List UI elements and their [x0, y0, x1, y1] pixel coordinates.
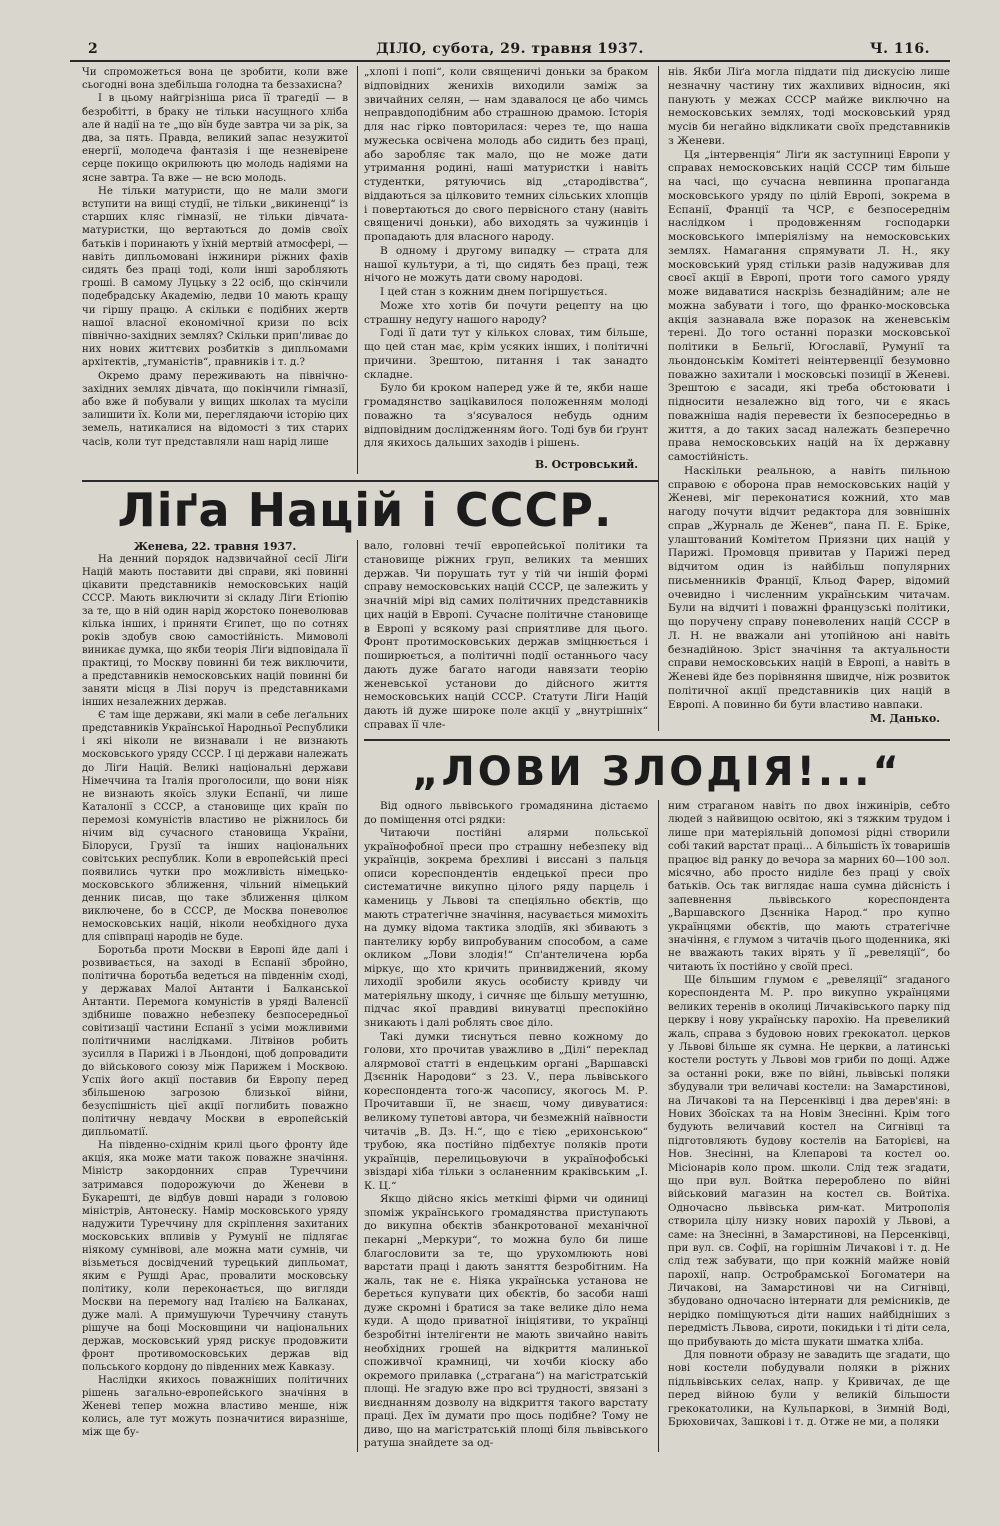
paragraph: І цей стан з кожним днем погіршується.	[380, 286, 608, 298]
liga-column-2	[364, 540, 648, 732]
liga-dateline: Женева, 22. травня 1937.	[133, 540, 297, 553]
thief-column-2	[668, 800, 950, 1452]
paragraph: „хлопі і попі“, коли священичі доньки за браком відповідних женихів виходили заміж за звичайних селян, — нам здавалося це або чимсь неправдоподібним або страшною драмою. Історія для нас гірко повторилася: через те, що наша мужеська освічена молодь або сидить без праці, або заробляє так мало, що не може дати утримання родині, наші матуристки і навіть студентки, рятуючись від „стародівства“, віддаються за цілковито темних сільських хлопців і повертаються до свого первісного стану (навіть священичі доньки), або виходять за чужинців і пропадають для власного народу.	[364, 66, 648, 243]
paragraph: Є там іще держави, які мали в себе леґальних представників Української Народньої Республики і які ніколи не визнавали і не визнають московського уряду СССР. І ці держави належать до Ліґи Націй. Великі національні держави Німеччина та Італія проголосили, що вони ніяк не визнають якоїсь злуки Еспанії, чи лише Каталонії з СССР, а становище цих країн по перемозі комуністів властиво не ріжнилось би нічим від сучасного становища України, Білоруси, Грузії та інших національних совітських республик. Коли в европейській пресі появились чутки про можливість німецько-московського зближення, чільний німецький денник писав, що таке зближення цілком виключене, бо в СССР, де Москва поневолює немосковських націй, ніколи необхідного духа для співпраці народів не буде.	[82, 710, 348, 943]
paragraph: вало, головні течії европейської політики та становище ріжних груп, великих та менших держав. Чи порушать тут у тій чи іншій формі справу немосковських націй СССР, це залежить у значній мірі від самих політичних представників цих націй в Европі. Сучасне політичне становище в Европі у всякому разі сприятливе для цього. Фронт протимосковських держав зміцнюється і поширюється, а політичні події останнього часу дають дуже багато нагоди навязати теорію женевської установи до дійсного життя немосковських націй СССР. Статути Ліґи Націй дають ій дуже широке поле акції у „внутрішніх“ справах її чле-	[364, 540, 648, 731]
paragraph: Якщо дійсно якісь меткіші фірми чи одиниці зпоміж українського громадянства приступають до викупна обєктів збанкротованої механічної пекарні „Меркури“, то можна було би лише благословити за те, що урухомлюють нові варстати праці і дають заняття безробітним. На жаль, так не є. Ніяка українська установа не береться купувати цих обєктів, бо засоби наші дуже скромні і братися за таке велике діло нема куди. А щодо приватної ініціятиви, то українці безробітні інтелігенти не мають звичайно навіть необхідних грошей на відкриття малинької споживчої крамниці, чи хочби кіоску або окремого прилавка („страгана“) на магістратській площі. Не згадую вже про всі трудності, звязані з виєднанням дозволу на відкриття такого варстату праці. Дех їм думати про щось подібне? Тому не диво, що на магістратській площі біля львівського ратуша знайдете за од-	[364, 1193, 648, 1450]
top-article-column-2-wrap	[364, 66, 648, 476]
liga-column-3-wrap	[668, 66, 950, 734]
liga-column-3	[668, 66, 950, 712]
paragraph: Такі думки тиснуться певно кожному до голови, хто прочитав уважливо в „Ділі“ переклад алярмової статті в ендецьким органі „Варшавскі Дзєннік Народови“ з 23. V., пера львівського кореспондента того-ж часопису, якогось М. Р. Прочитавши її, не знаєш, чому дивуватися: великому тупетові автора, чи безмежній наївности читачів „В. Дз. Н.“, що є тією „ерихонською“ трубою, яка постійно підбехтує поляків проти українців, перелицьовуючи в українофобські звіздарі хіба тільки з осланенним краківським „І. К. Ц.“	[364, 1030, 648, 1192]
paragraph: Ця „інтервенція“ Ліґи як заступниці Европи у справах немосковських націй СССР тим більше на часі, що сучасна невпинна пропаганда московського уряду по цілій Европі, зокрема в Еспанії, Франції та ЧСР, є безпосереднім наслідком і продовженням господарки московського імперіялізму на немосковських землях. Намагання спрямувати Л. Н., яку московський уряд стільки разів надуживав для своєї акції в Европі, проти того самого уряду може видаватися наскрізь безнадійним; але не можна забувати і того, що франко-московська акція зазнавала вже поразок на женевськім терені. До того останні поразки московської політики в Бельгії, Югославії, Румунії та льондонськім Комітеті неінтервенції безумовно поважно захитали і московські позиції в Женеві. Зрештою є засади, які треба обстоювати і підносити незалежно від того, чи є якась поважніша надія перевести їх безпосередньо в життя, а до таких засад належать безперечно права немосковських націй на їх державну самостійність.	[668, 148, 950, 463]
paragraph: нів. Якби Ліґа могла піддати під дискусію лише незначну частину тих жахливих відносин, які панують у межах СССР майже виключно на немосковських землях, тоді московський уряд мусів би негайно відкликати своїх представників з Женеви.	[668, 66, 950, 147]
top-article-column-2	[364, 66, 648, 458]
page-header	[70, 40, 950, 62]
paragraph: Для повноти образу не завадить ще згадати, що нові костели побудували поляки в ріжних підльвівських селах, напр. у Кривичах, де ще перед війною були у великій більшости грекокатолики, на Кульпаркові, в Зимній Воді, Брюховичах, Зашкові і т. д. Отже не ми, а поляки	[668, 1349, 950, 1428]
paragraph: Боротьба проти Москви в Европі йде далі і розвивається, на заході в Еспанії збройно, політична боротьба ведеться на південнім сході, у державах Малої Антанти і Балканської Антанти. Перемога комуністів в уряді Валенсії здібнише поважно небезпеку безпосередньої совітизації частини Еспанії з усіми можливими політичними наслідками. Літвінов робить зусилля в Парижі і в Льондоні, щоб допровадити до військового союзу між Парижем і Москвою. Успіх його акції поставив би Европу перед збільшеною загрозою близької війни, безуспішність цієї акції поглибить поважно політичну невдачу Москви в европейській дипльоматії.	[82, 944, 348, 1139]
paragraph: Від одного львівського громадянина дістаємо до поміщення отсі рядки:	[364, 800, 648, 826]
thief-column-1	[364, 800, 648, 1452]
masthead-date: ДІЛО, субота, 29. травня 1937.	[376, 41, 644, 57]
article-separator	[82, 480, 658, 482]
paragraph: Наскільки реальною, а навіть пильною справою є оборона прав немосковських націй у Женеві, міг переконатися кожний, хто мав нагоду почути відчит редактора для зовнішніх справ „Журналь де Женев“, пана П. Е. Бріке, улаштований Комітетом Приязни цих націй у Парижі. Промовця привитав у Парижі перед відчитом один із найбільш популярних письменників Франції, Кльод Фарер, відомий очевидно і численним українським читачам. Були на відчиті і поважні французські політики, що поручену справу поневолених націй СССР в Л. Н. не вважали ані утопійною ані навіть безнадійною. Зріст значіння та актуальности справи немосковських націй в Европі, а навіть в Женеві йде без порівняння швидче, ніж розвиток політичної акції представників цих націй в Европі. А повинно би бути властиво навпаки.	[668, 464, 950, 711]
paragraph: Ще більшим глумом є „ревеляції“ згаданого кореспондента М. Р. про викупно українцями великих теренів в околиці Личаківського парку під церкву і нову українську парохію. На превеликий жаль, справа з будовою нових грекокатол. церков у Львові більше як сумна. Не церкви, а латинські костели ростуть у Львові мов гриби по дощі. Адже за останні роки, вже по війні, львівські поляки збудували три величаві костели: на Замарстинові, на Личакові та на Персенківці і два дерев'яні: в Нових Збоїсках та на Новім Знесінні. Крім того будують величавий костел на Сигнівці та підготовляють будову костелів на Баторієві, на Нов. Знесінні, на Клепарові та костел оо. Місіонарів коло пром. школи. Слід теж згадати, що при вул. Войтка перероблено по війні військовий магазин на костел св. Войтіха. Одночасно львівська рим-кат. Митрополія створила цілу низку нових парохій у Львові, а саме: на Знесінні, в Замарстинові, на Персенківці, при вул. св. Софії, на горішнім Личакові і т. д. Не слід теж забувати, що при кожній майже новій парохії, напр. Остробрамської Богоматери на Личакові, на Замарстинові чи на Сигнівці, збудовано одночасно інтернати для ремісників, де нерідко поміщуються діти наших найбідніших з передмість Львова, сироти, покидьки і ті діти села, що прибувають до міста шукати шматка хліба.	[668, 974, 950, 1348]
paragraph: Наслідки якихось поважніших політичних рішень загально-европейського значіння в Женеві тепер можна властиво менше, ніж колись, але тут можуть позначитися виразніше, між ще бу-	[82, 1374, 348, 1439]
liga-signature: М. Данько.	[869, 712, 940, 725]
article-separator	[364, 739, 950, 741]
page-number: 2	[88, 41, 99, 57]
paragraph: Не тільки матуристи, що не мали змоги вступити на вищі студії, не тільки „викиненці“ із старших кляс гімназії, не тільки дівчата-матуристки, що вертаються до домів своїх батьків і поринають у їхній мертвій атмосфері, — навіть дипльомовані інжинири ріжних фахів сидять без праці тоді, коли інші заробляють гроші. В самому Луцьку з 22 осіб, що скінчили подебрадську Академію, ледви 10 мають кращу чи гіршу працю. А скільки є подібних жертв нашої власної економічної кризи по всіх північно-західних землях? Скільки прип'ливає до них нових життєвих розбитків з дипльомами архітектів, „гуманістів“, правників і т. д.?	[82, 185, 348, 369]
liga-column-1-wrap	[82, 540, 348, 1452]
paragraph: Чи спроможеться вона це зробити, коли вже сьогодні вона здебільша голодна та беззахисна?	[82, 67, 348, 92]
paragraph: Окремо драму переживають на північно-західних землях дівчата, що покінчили гімназії, або вже й побували у вищих школах та мусіли залишити їх. Коли ми, переглядаючи історію цих земель, натикалися на відомості з тих старих часів, коли тут представляли наш нарід лише	[82, 370, 348, 448]
thief-headline: „ЛОВИ ЗЛОДІЯ!...“	[412, 749, 902, 795]
top-article-column-1	[82, 66, 348, 474]
column-divider	[357, 66, 358, 474]
paragraph: Може хто хотів би почути рецепту на цю страшну недугу нашого народу?	[364, 299, 648, 326]
liga-headline: Ліґа Націй і СССР.	[117, 483, 613, 537]
liga-column-1	[82, 553, 348, 1449]
paragraph: І в цьому найгрізніша риса її трагедії — в безробітті, в браку не тільки насущного хліба але й надії на те „що вїн буде завтра чи за рік, за два, за пять. Правда, великий запас незужитої енергії, молодеча фантазія і ще незневірене серце покищо окрилюють цю молодь надіями на ясне завтра. Та вже — не всю молодь.	[82, 93, 348, 184]
column-divider	[357, 540, 358, 1452]
paragraph: Було би кроком наперед уже й те, якби наше громадянство заціkавилося положенням молоді поважно та з'ясувалося небудь одним відповідним дослідженням його. Тоді був би ґрунт для якихось дальших заходів і рішень.	[364, 382, 648, 450]
top-article-signature: В. Островський.	[534, 458, 638, 471]
column-divider	[658, 66, 659, 731]
paragraph: На денний порядок надзвичайної сесії Ліґи Націй мають поставити дві справи, які повинні цікавити представників немосковських націй СССР. Мають виключити зі складу Ліґи Етіопію за те, що в ній один нарід жорстоко поневолював кілька інших, і приняти Єгипет, що по сотнях років здобув свою самостійність. Мимоволі виникає думка, що якби теорія Ліґи відповідала її практиці, то Москву повинні би теж виключити, а представників немосковських націй повинні би заняти місця в Лізі поруч із представниками інших незалежних держав.	[82, 554, 348, 709]
paragraph: Годі її дати тут у кількох словах, тим більше, що цей стан має, крім усяких інших, і політичні причини. Зрештою, питання і так занадто складне.	[364, 327, 648, 381]
paragraph: На південно-східнім крилі цього фронту йде акція, яка може мати також поважне значіння. Міністр закордонних справ Туреччини затримався подорожуючи до Женеви в Букарешті, де відбув довші наради з головою міністрів, Антонеску. Намір московського уряду надужити Туреччину для скріплення захитаних московських впливів у Румунії не підлягає ніякому сумнівові, але можна мати сумнів, чи візьметься досвідчений турецький дипльомат, яким є Рушді Арас, провалити московську політику, коли переконається, що вигляди Москви на перемогу над Італією на Балканах, дуже малі. А примушуючи Туреччину стануть рішуче на боці Московщини чи національних держав, московський уряд рискує продовжити фронт противомосковських держав від польського кордону до південних меж Кавказу.	[82, 1140, 348, 1373]
issue-number: Ч. 116.	[869, 41, 930, 57]
paragraph: Читаючи постійні алярми польської українофобної преси про страшну небезпеку від українців, зокрема брехливі і виссані з пальця описи кореспондентів ендецької преси про систематичне викупно цілого ряду парцель і камениць у Львові та спеціяльно обєктів, що мають стратегічне значіння, насувається мимохіть на думку відома тактика злодіїв, які збивають з пантелику юрбу випробуваним способом, а саме окликом „Лови злодія!“ Сп'антеличена юрба міркує, що хто кричить принвиджений, якому лиходії зробили якусь особисту кривду чи матеріяльну шкоду, і сичняє ще більшу метушню, підчас якої правдиві винуватці преспокійно зникають і далі роблять своє діло.	[364, 827, 648, 1029]
paragraph: В одному і другому випадку — страта для нашої культури, а ті, що сидять без праці, теж нічого не можуть дати свому народові.	[364, 244, 648, 285]
paragraph: ним страганом навіть по двох інжинірів, себто людей з найвищою освітою, які з тяжким трудом і лише при матеріяльній допомозі рідні створили собі такий варстат праці... А більшість їх товаришів працює від ранку до вечора за марних 60—100 зол. місячно, або просто ниділе без праці у своїх батьків. Ось так виглядає наша сумна дійсність і запевнення львівського кореспондента „Варшавского Дзєнніка Народ.“ про купно українцями обєктів, що мають стратегічне значіння, є глумом з читачів цього щоденника, які не вважають таких вірять у її „ревеляції“, бо читають їх постійно у своїй пресі.	[668, 800, 950, 973]
column-divider	[658, 800, 659, 1452]
